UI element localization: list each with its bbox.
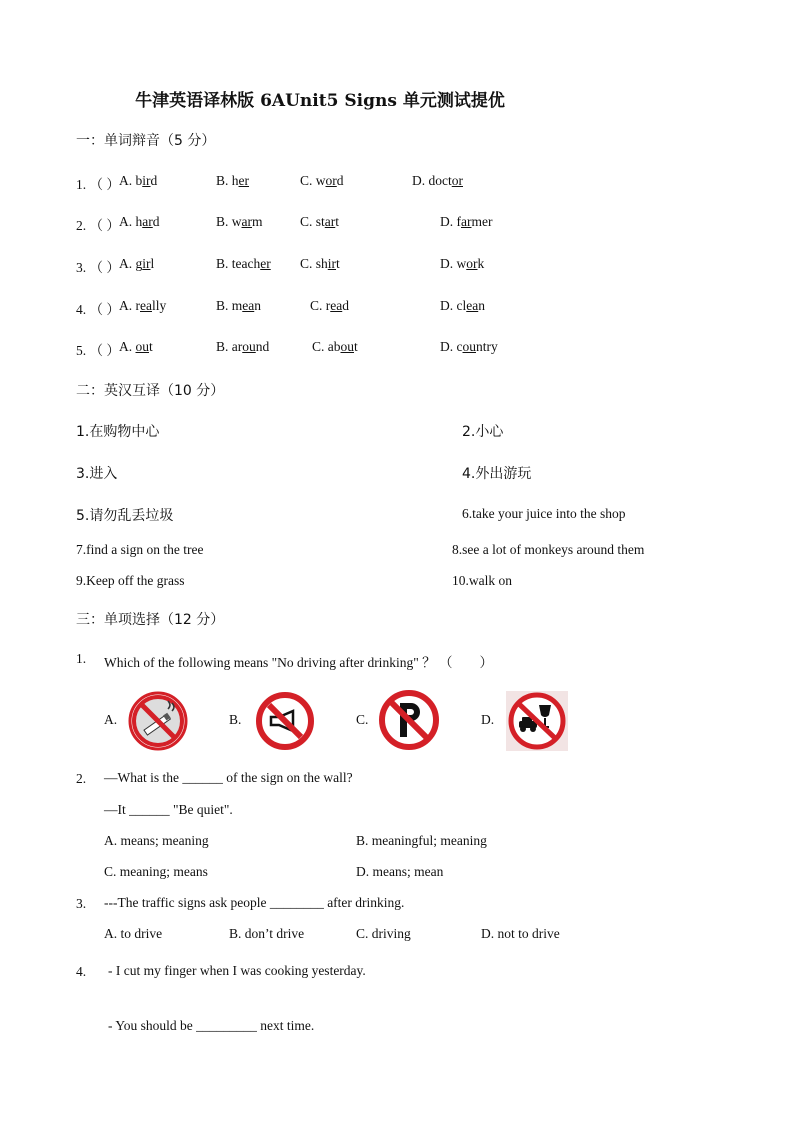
option-pre-text: A. r — [119, 298, 140, 313]
option-u-text: ar — [142, 214, 153, 229]
option-pre-text: A. — [119, 339, 136, 354]
option-pre-text: D. f — [440, 214, 461, 229]
q1-option-a — [119, 173, 157, 189]
q5-option-b — [216, 339, 269, 355]
q1-option-d — [412, 173, 463, 189]
option-u-text: ar — [461, 214, 472, 229]
q2-line-1: —What is the ______ of the sign on the wall? — [104, 770, 353, 785]
q3-option-d: D. not to drive — [481, 926, 560, 941]
q1-bracket: 1. （ ） — [76, 177, 120, 192]
option-pre-text: B. w — [216, 214, 242, 229]
q4-line-2: - You should be _________ next time. — [108, 1018, 315, 1033]
option-pre-text: C. ab — [312, 339, 341, 354]
option-pre-text: C. st — [300, 214, 325, 229]
q2-option-d: D. means; mean — [356, 864, 444, 879]
option-post-text: mer — [471, 214, 493, 229]
translation-item-9: 9.Keep off the grass — [76, 573, 185, 588]
page-title: 牛津英语译林版 6AUnit5 Signs 单元测试提优 — [135, 91, 505, 111]
option-u-text: ea — [466, 298, 479, 313]
option-u-text: ea — [140, 298, 152, 313]
q2-option-c: C. meaning; means — [104, 864, 208, 879]
translation-item-8: 8.see a lot of monkeys around them — [452, 542, 645, 557]
q2-option-d — [440, 214, 493, 230]
q5-option-a — [119, 339, 153, 355]
option-u-text: ou — [340, 339, 354, 354]
no-horn-icon — [255, 691, 315, 751]
q4-option-d — [440, 298, 485, 314]
option-u-text: ar — [241, 214, 253, 229]
q2-option-b — [216, 214, 263, 230]
q5-option-d — [440, 339, 498, 355]
translation-item-6: 6.take your juice into the shop — [462, 506, 626, 521]
q1-text: Which of the following means "No driving after drinking" ？ （ ） — [104, 655, 493, 670]
translation-item-4: 4.外出游玩 — [462, 466, 532, 482]
q2-option-a: A. means; meaning — [104, 833, 209, 848]
option-u-text: ea — [242, 298, 255, 313]
option-pre-text: C. r — [310, 298, 331, 313]
q4-option-c — [310, 298, 349, 314]
option-pre-text: A. b — [119, 173, 143, 188]
option-u-text: or — [325, 173, 337, 188]
option-pre-text: A. h — [119, 214, 143, 229]
option-post-text: t — [149, 339, 153, 354]
option-post-text: m — [252, 214, 263, 229]
q2-number: 2. — [76, 771, 87, 786]
option-post-text: n — [478, 298, 485, 313]
q2-option-b: B. meaningful; meaning — [356, 833, 487, 848]
option-u-text: ar — [324, 214, 336, 229]
q3-option-a — [119, 256, 154, 272]
q5-option-c — [312, 339, 358, 355]
q4-option-a — [119, 298, 166, 314]
option-u-text: er — [238, 173, 250, 188]
option-post-text: d — [152, 214, 160, 229]
q3-option-c — [300, 256, 340, 272]
option-u-text: or — [451, 173, 463, 188]
option-post-text: d — [150, 173, 158, 188]
q4-option-b — [216, 298, 261, 314]
q1-option-c — [300, 173, 344, 189]
q1-number: 1. — [76, 651, 87, 666]
option-u-text: er — [260, 256, 271, 271]
option-post-text: nd — [255, 339, 270, 354]
translation-item-7: 7.find a sign on the tree — [76, 542, 204, 557]
option-u-text: ir — [327, 256, 337, 271]
option-u-text: ou — [135, 339, 149, 354]
option-post-text: l — [150, 256, 155, 271]
q2-bracket: 2. （ ） — [76, 218, 120, 233]
q3-number: 3. — [76, 896, 87, 911]
translation-item-1: 1.在购物中心 — [76, 424, 160, 440]
no-smoking-icon — [128, 691, 188, 751]
translation-item-10: 10.walk on — [452, 573, 512, 588]
q1-option-b-label: B. — [229, 712, 242, 727]
option-u-text: ea — [330, 298, 343, 313]
option-pre-text: B. h — [216, 173, 239, 188]
section-2-heading: 二：英汉互译（10 分） — [76, 383, 225, 399]
option-post-text: t — [336, 256, 340, 271]
option-post-text: ntry — [476, 339, 498, 354]
option-pre-text: D. doct — [412, 173, 452, 188]
option-pre-text: D. w — [440, 256, 467, 271]
no-parking-icon — [378, 689, 440, 751]
option-post-text: d — [336, 173, 344, 188]
q1-option-d-label: D. — [481, 712, 495, 727]
option-post-text: lly — [151, 298, 167, 313]
option-post-text: t — [354, 339, 358, 354]
section-1-heading: 一：单词辩音（5 分） — [76, 133, 216, 149]
option-pre-text: D. c — [440, 339, 463, 354]
option-post-text: t — [335, 214, 340, 229]
q1-option-a-label: A. — [104, 712, 118, 727]
q3-option-c: C. driving — [356, 926, 411, 941]
option-pre-text: A. g — [119, 256, 143, 271]
translation-item-5: 5.请勿乱丢垃圾 — [76, 508, 174, 524]
q3-option-b — [216, 256, 271, 272]
option-pre-text: B. m — [216, 298, 243, 313]
option-pre-text: C. sh — [300, 256, 328, 271]
option-post-text: d — [342, 298, 349, 313]
q3-bracket: 3. （ ） — [76, 260, 120, 275]
q3-option-b: B. don’t drive — [229, 926, 305, 941]
option-u-text: ir — [142, 256, 151, 271]
translation-item-3: 3.进入 — [76, 466, 118, 482]
section-3-heading: 三：单项选择（12 分） — [76, 612, 225, 628]
option-u-text: ou — [242, 339, 256, 354]
option-post-text: k — [477, 256, 485, 271]
q5-bracket: 5. （ ） — [76, 343, 120, 358]
option-pre-text: B. ar — [216, 339, 243, 354]
q4-bracket: 4. （ ） — [76, 302, 120, 317]
option-u-text: or — [466, 256, 478, 271]
option-u-text: ir — [142, 173, 151, 188]
no-drink-driving-icon — [506, 691, 568, 751]
q3-text: ---The traffic signs ask people ________ after drinking. — [104, 895, 405, 910]
option-pre-text: B. teach — [216, 256, 261, 271]
q4-line-1: - I cut my finger when I was cooking yesterday. — [108, 963, 366, 978]
translation-item-2: 2.小心 — [462, 424, 504, 440]
option-pre-text: C. w — [300, 173, 326, 188]
option-pre-text: D. cl — [440, 298, 467, 313]
q2-line-2: —It ______ "Be quiet". — [104, 802, 233, 817]
q1-option-c-label: C. — [356, 712, 369, 727]
q2-option-a — [119, 214, 160, 230]
q2-option-c — [300, 214, 339, 230]
option-u-text: ou — [462, 339, 476, 354]
q1-option-b — [216, 173, 249, 189]
option-post-text: n — [254, 298, 261, 313]
q3-option-d — [440, 256, 484, 272]
q4-number: 4. — [76, 964, 87, 979]
q3-option-a: A. to drive — [104, 926, 163, 941]
